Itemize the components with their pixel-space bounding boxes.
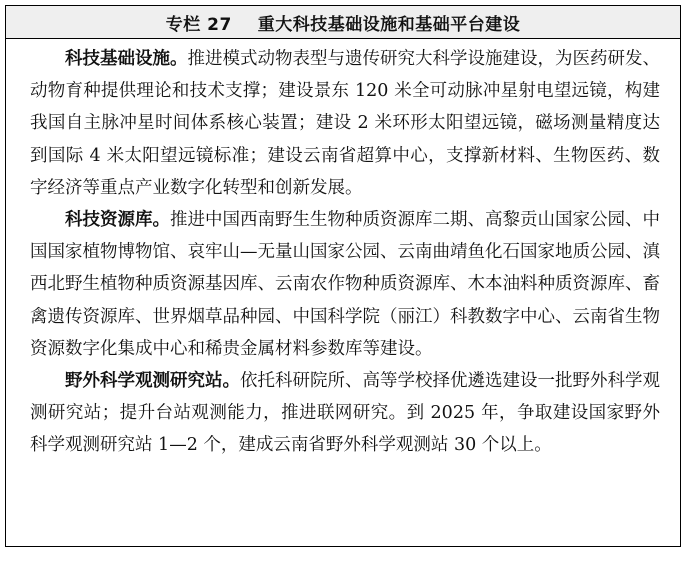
column-box: [5, 5, 681, 547]
paragraph-field-stations: [30, 365, 660, 462]
paragraph-body: 推进中国西南野生生物种质资源库二期、高黎贡山国家公园、中国国家植物博物馆、哀牢山—无量山国家公园、云南曲靖鱼化石国家地质公园、滇西北野生植物种质资源基因库、云南农作物种质资源库、木本油料种质资源库、畜禽遗传资源库、世界烟草品种园、中国科学院（丽江）科教数字中心、云南省生物资源数字化集成中心和稀贵金属材料参数库等建设。: [30, 210, 660, 359]
paragraph-resource-bank: [30, 204, 660, 365]
paragraph-body: 依托科研院所、高等学校择优遴选建设一批野外科学观测研究站；提升台站观测能力，推进联网研究。到 2025 年，争取建设国家野外科学观测研究站 1—2 个，建成云南省野外科学观测站 30 个以上。: [30, 371, 660, 456]
column-number: 专栏 27: [165, 14, 232, 35]
paragraph-body: 推进模式动物表型与遗传研究大科学设施建设，为医药研发、动物育种提供理论和技术支撑；建设景东 120 米全可动脉冲星射电望远镜，构建我国自主脉冲星时间体系核心装置；建设 2 米环形太阳望远镜，磁场测量精度达到国际 4 米太阳望远镜标准；建设云南省超算中心，支撑新材料、生物医药、数字经济等重点产业数字化转型和创新发展。: [30, 49, 660, 198]
column-title: 重大科技基础设施和基础平台建设: [257, 14, 521, 35]
column-header: [6, 6, 680, 39]
paragraph-infrastructure: [30, 43, 660, 204]
paragraph-title: 科技基础设施。: [65, 49, 188, 69]
paragraph-title: 野外科学观测研究站。: [65, 371, 240, 392]
paragraph-title: 科技资源库。: [65, 210, 170, 231]
column-content: [6, 39, 680, 462]
